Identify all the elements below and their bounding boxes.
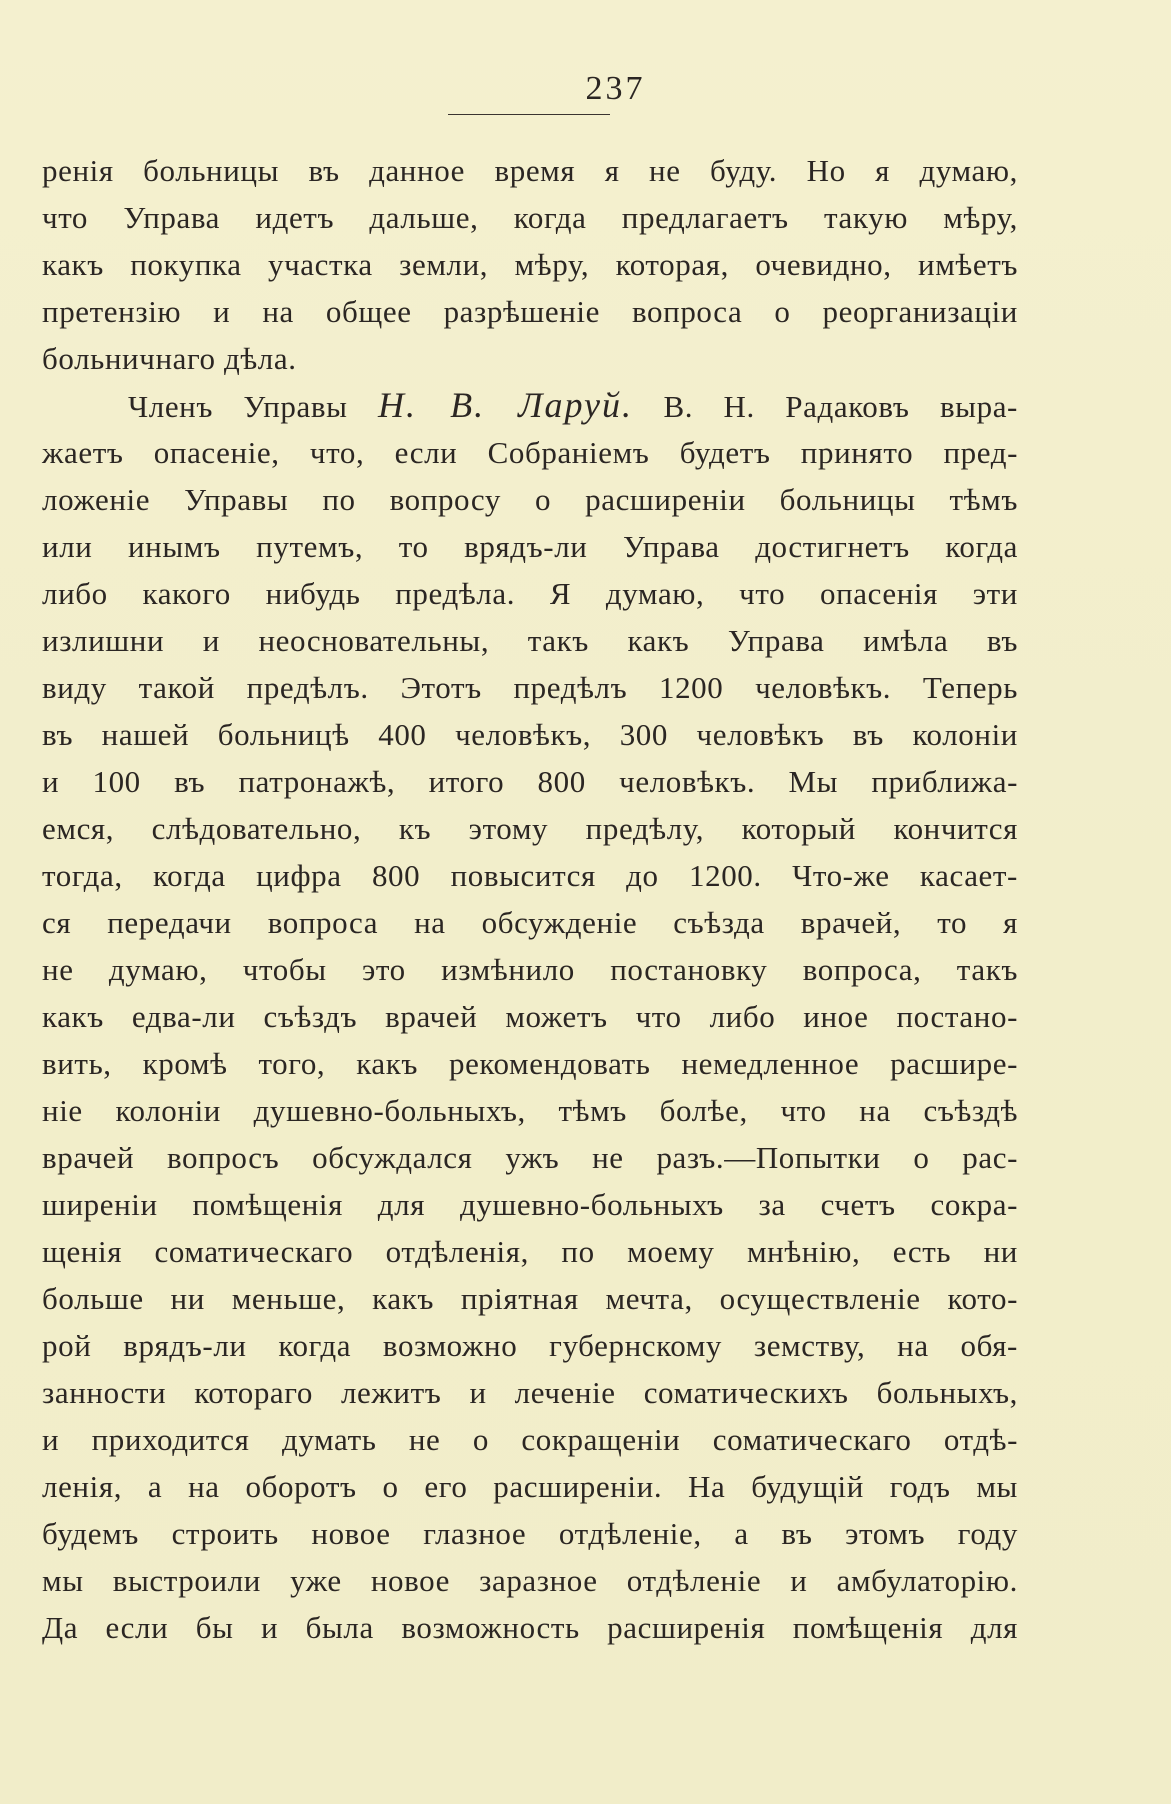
- header-rule: [448, 114, 610, 115]
- addressee-name: В. Н. Радаковъ: [663, 389, 910, 424]
- text-line: врачей вопросъ обсуждался ужъ не разъ.—Попытки о рас-: [42, 1140, 1018, 1175]
- text-line: тогда, когда цифра 800 повысится до 1200. Что-же касает-: [42, 858, 1018, 893]
- speaker-name: Н. В. Ларуй.: [378, 385, 634, 425]
- text-line: ширеніи помѣщенія для душевно-больныхъ за счетъ сокра-: [42, 1187, 1018, 1222]
- text-line: излишни и неосновательны, такъ какъ Управа имѣла въ: [42, 623, 1018, 658]
- text-line: Да если бы и была возможность расширенія помѣщенія для: [42, 1610, 1018, 1645]
- text-line: въ нашей больницѣ 400 человѣкъ, 300 человѣкъ въ колоніи: [42, 717, 1018, 752]
- text-line: емся, слѣдовательно, къ этому предѣлу, который кончится: [42, 811, 1018, 846]
- text-line: ніе колоніи душевно-больныхъ, тѣмъ болѣе, что на съѣздѣ: [42, 1093, 1018, 1128]
- text-line: не думаю, чтобы это измѣнило постановку вопроса, такъ: [42, 952, 1018, 987]
- text-line: ложеніе Управы по вопросу о расширеніи больницы тѣмъ: [42, 482, 1018, 517]
- text-line: занности котораго лежитъ и леченіе соматическихъ больныхъ,: [42, 1375, 1018, 1410]
- text-line: будемъ строить новое глазное отдѣленіе, а въ этомъ году: [42, 1516, 1018, 1551]
- text-line: претензію и на общее разрѣшеніе вопроса о реорганизаціи: [42, 294, 1018, 329]
- text-line: какъ едва-ли съѣздъ врачей можетъ что либо иное постано-: [42, 999, 1018, 1034]
- text-line: ся передачи вопроса на обсужденіе съѣзда врачей, то я: [42, 905, 1018, 940]
- text-line: мы выстроили уже новое заразное отдѣленіе и амбулаторію.: [42, 1563, 1018, 1598]
- text-line: какъ покупка участка земли, мѣру, которая, очевидно, имѣетъ: [42, 247, 1018, 282]
- text-line: или инымъ путемъ, то врядъ-ли Управа достигнетъ когда: [42, 529, 1018, 564]
- text-line-fragment: выра-: [939, 389, 1018, 424]
- text-line: ленія, а на оборотъ о его расширеніи. На будущій годъ мы: [42, 1469, 1018, 1504]
- text-line: больше ни меньше, какъ пріятная мечта, осуществленіе кото-: [42, 1281, 1018, 1316]
- text-line: жаетъ опасеніе, что, если Собраніемъ будетъ принято пред-: [42, 435, 1018, 470]
- text-line: виду такой предѣлъ. Этотъ предѣлъ 1200 человѣкъ. Теперь: [42, 670, 1018, 705]
- text-line: больничнаго дѣла.: [42, 341, 297, 376]
- speaker-line: [42, 382, 1018, 429]
- text-line: рой врядъ-ли когда возможно губернскому земству, на обя-: [42, 1328, 1018, 1363]
- page-number: 237: [585, 70, 646, 107]
- body-text: [42, 147, 1018, 1651]
- text-line: щенія соматическаго отдѣленія, по моему мнѣнію, есть ни: [42, 1234, 1018, 1269]
- text-line: что Управа идетъ дальше, когда предлагаетъ такую мѣру,: [42, 200, 1018, 235]
- text-line: вить, кромѣ того, какъ рекомендовать немедленное расшире-: [42, 1046, 1018, 1081]
- text-line: либо какого нибудь предѣла. Я думаю, что опасенія эти: [42, 576, 1018, 611]
- text-line: ренія больницы въ данное время я не буду. Но я думаю,: [42, 153, 1018, 188]
- speaker-role: Членъ Управы: [128, 389, 348, 424]
- text-line: и приходится думать не о сокращеніи соматическаго отдѣ-: [42, 1422, 1018, 1457]
- text-line: и 100 въ патронажѣ, итого 800 человѣкъ. Мы приближа-: [42, 764, 1018, 799]
